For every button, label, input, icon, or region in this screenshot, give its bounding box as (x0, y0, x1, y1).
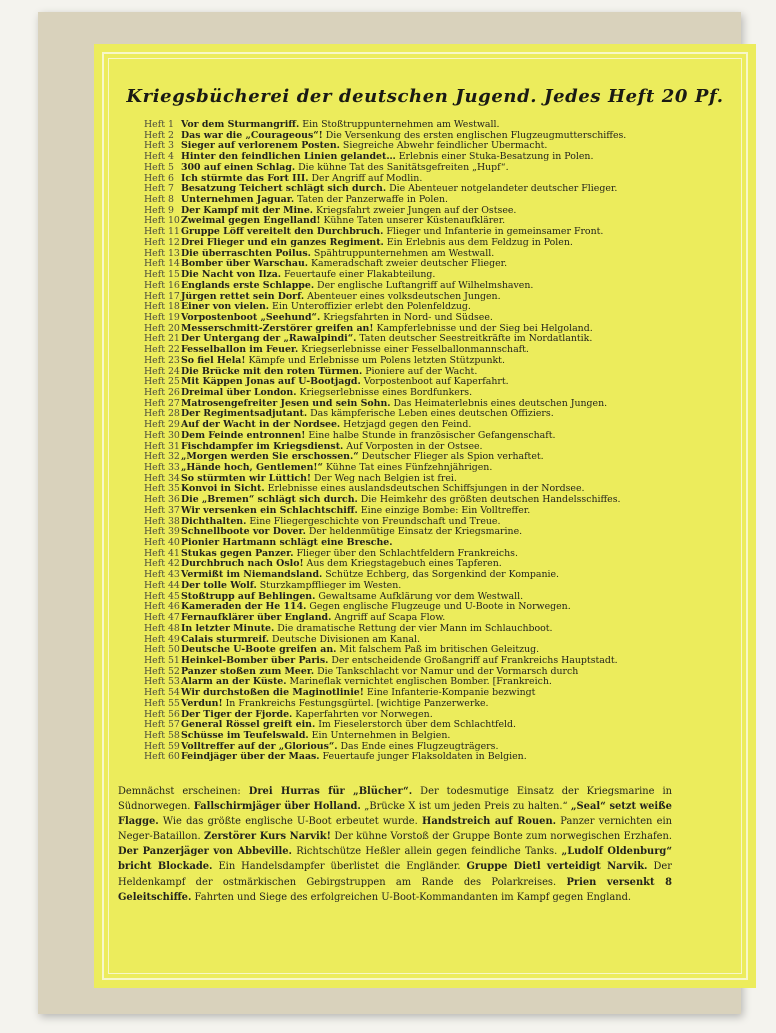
issue-number: Heft 58 (144, 730, 180, 741)
issue-description: Der Weg nach Belgien ist frei. (311, 473, 457, 484)
issue-number: Heft 22 (144, 345, 180, 356)
issue-title: Hinter den feindlichen Linien gelandet… (181, 152, 396, 163)
issue-number: Heft 13 (144, 248, 180, 259)
list-item (144, 409, 724, 420)
issue-number: Heft 4 (144, 152, 174, 163)
issue-description: Eine Infanterie-Kompanie bezwingt (363, 688, 536, 699)
issue-number: Heft 27 (144, 398, 180, 409)
issue-title: Der Untergang der „Rawalpindi“. (181, 334, 357, 345)
issue-description: Aus dem Kriegstagebuch eines Tapferen. (303, 559, 502, 570)
issue-number: Heft 28 (144, 409, 180, 420)
issue-description: Die dramatische Rettung der vier Mann im Schlauchboot. (274, 623, 553, 634)
issue-title: Einer von vielen. (181, 302, 270, 313)
issue-number: Heft 30 (144, 430, 180, 441)
issue-title: Fischdampfer im Kriegsdienst. (181, 441, 344, 452)
issue-description: Eine halbe Stunde in französischer Gefangenschaft. (305, 430, 556, 441)
issue-title: Messerschmitt-Zerstörer greifen an! (181, 323, 374, 334)
list-item (144, 431, 724, 442)
issue-title: Panzer stoßen zum Meer. (181, 666, 315, 677)
list-item (144, 474, 724, 485)
issue-description: Kriegsfahrt zweier Jungen auf der Ostsee. (313, 205, 517, 216)
issue-title: Feindjäger über der Maas. (181, 752, 320, 763)
issue-description: Erlebnisse eines auslandsdeutschen Schiffsjungen in der Nordsee. (264, 484, 585, 495)
issue-description: Angriff auf Scapa Flow. (331, 613, 446, 624)
issue-description: Schütze Echberg, das Sorgenkind der Kompanie. (322, 570, 560, 581)
upcoming-text: Der todesmutige Einsatz der Kriegsmarine in Südnorwegen. (118, 786, 673, 813)
issue-title: Auf der Wacht in der Nordsee. (181, 420, 341, 431)
issue-title: Das war die „Courageous“! (181, 130, 323, 141)
list-item (144, 463, 724, 474)
list-item (144, 131, 724, 142)
issue-description: Mit falschem Paß im britischen Geleitzug. (336, 645, 540, 656)
issue-number: Heft 19 (144, 312, 180, 323)
list-item (144, 377, 724, 388)
list-item (144, 216, 724, 227)
issue-description: Deutscher Flieger als Spion verhaftet. (358, 452, 544, 463)
upcoming-title: Fallschirmjäger über Holland. (193, 801, 361, 813)
issue-number: Heft 14 (144, 259, 180, 270)
issue-description: Kaperfahrten vor Norwegen. (292, 709, 433, 720)
upcoming-text: Wie das größte englische U-Boot erbeutet wurde. (158, 816, 422, 828)
issue-title: Stukas gegen Panzer. (181, 548, 294, 559)
issue-description: Kämpfe und Erlebnisse um Polens letzten Stützpunkt. (245, 355, 505, 366)
issue-number: Heft 52 (144, 666, 180, 677)
issue-number: Heft 12 (144, 237, 180, 248)
upcoming-text: Panzer vernichten ein Neger-Bataillon. (118, 816, 672, 843)
list-item (144, 356, 724, 367)
issue-title: Schnellboote vor Dover. (181, 527, 306, 538)
issue-description: In Frankreichs Festungsgürtel. [wichtige Panzerwerke. (222, 698, 489, 709)
issue-number: Heft 51 (144, 655, 180, 666)
issue-description: Ein Unternehmen in Belgien. (308, 730, 451, 741)
list-item (144, 206, 724, 217)
issue-number: Heft 47 (144, 613, 180, 624)
issue-number: Heft 8 (144, 195, 174, 206)
issue-number: Heft 48 (144, 623, 180, 634)
issue-title: Durchbruch nach Oslo! (181, 559, 304, 570)
upcoming-title: Der Panzerjäger von Abbeville. (118, 846, 292, 858)
issue-title: Konvoi in Sicht. (181, 484, 265, 495)
issue-title: Wir versenken ein Schlachtschiff. (181, 505, 358, 516)
issue-description: Das Ende eines Flugzeugträgers. (337, 741, 499, 752)
issue-number: Heft 60 (144, 752, 180, 763)
issue-title: Kameraden der He 114. (181, 602, 307, 613)
issue-title: Wir durchstoßen die Maginotlinie! (181, 688, 364, 699)
list-item (144, 259, 724, 270)
list-item (144, 334, 724, 345)
issue-number: Heft 35 (144, 484, 180, 495)
issue-number: Heft 39 (144, 527, 180, 538)
issue-description: Im Fieselerstorch über dem Schlachtfeld. (315, 720, 517, 731)
list-item (144, 570, 724, 581)
issue-description: Taten deutscher Seestreitkräfte im Nordatlantik. (356, 334, 593, 345)
issue-description: Taten der Panzerwaffe in Polen. (294, 195, 448, 206)
issue-title: „Hände hoch, Gentlemen!“ (181, 463, 323, 473)
issue-title: Die überraschten Poilus. (181, 248, 311, 259)
issue-number: Heft 17 (144, 291, 180, 302)
upcoming-text: Fahrten und Siege des erfolgreichen U-Boot-Kommandanten im Kampf gegen England. (191, 891, 632, 903)
issue-description: Die kühne Tat des Sanitätsgefreiten „Hupf“. (295, 162, 509, 173)
upcoming-title: Prien versenkt 8 Geleitschiffe. (118, 876, 672, 903)
issue-number: Heft 31 (144, 441, 180, 452)
issue-number: Heft 43 (144, 570, 180, 581)
issue-title: Fesselballon im Feuer. (181, 345, 299, 356)
upcoming-title: Drei Hurras für „Blücher“. (248, 786, 413, 797)
issue-number: Heft 46 (144, 602, 180, 613)
issue-number: Heft 18 (144, 302, 180, 313)
issue-title: Die Brücke mit den roten Türmen. (181, 366, 363, 377)
issue-title: Die „Bremen“ schlägt sich durch. (181, 495, 358, 506)
list-item (144, 367, 724, 378)
issue-description: Der entscheidende Großangriff auf Frankreichs Hauptstadt. (328, 655, 618, 666)
issue-description: Das Heimaterlebnis eines deutschen Jungen. (390, 398, 608, 409)
issue-list (144, 120, 724, 763)
issue-description: Feuertaufe einer Flakabteilung. (281, 270, 436, 281)
issue-number: Heft 21 (144, 334, 180, 345)
issue-description: Kriegserlebnisse eines Bordfunkers. (296, 387, 473, 398)
issue-number: Heft 9 (144, 205, 174, 216)
issue-title: Vor dem Sturmangriff. (181, 120, 300, 130)
list-item (144, 238, 724, 249)
issue-number: Heft 16 (144, 280, 180, 291)
issue-title: Besatzung Teichert schlägt sich durch. (181, 184, 387, 195)
issue-title: So fiel Hela! (181, 355, 246, 366)
issue-description: Kühne Taten unserer Küstenaufklärer. (320, 216, 506, 227)
issue-title: Englands erste Schlappe. (181, 280, 315, 291)
issue-title: Mit Käppen Jonas auf U-Bootjagd. (181, 377, 361, 388)
issue-number: Heft 20 (144, 323, 180, 334)
issue-title: Der Kampf mit der Mine. (181, 205, 314, 216)
list-item (144, 742, 724, 753)
upcoming-text: „Brücke X ist um jeden Preis zu halten.“ (360, 801, 571, 813)
issue-number: Heft 56 (144, 709, 180, 720)
list-item (144, 667, 724, 678)
issue-number: Heft 26 (144, 387, 180, 398)
list-item (144, 645, 724, 656)
issue-number: Heft 3 (144, 141, 174, 152)
list-item (144, 624, 724, 635)
upcoming-text: Der kühne Vorstoß der Gruppe Bonte zum norwegischen Erzhafen. (330, 831, 672, 843)
issue-number: Heft 6 (144, 173, 174, 184)
list-item (144, 506, 724, 517)
issue-description: Kühne Tat eines Fünfzehnjährigen. (322, 463, 493, 473)
upcoming-text: Der Heldenkampf der ostmärkischen Gebirgstruppen am Rande des Polarkreises. (118, 861, 672, 888)
issue-number: Heft 36 (144, 495, 180, 506)
list-item (144, 527, 724, 538)
list-item (144, 270, 724, 281)
issue-title: Sieger auf verlorenem Posten. (181, 141, 340, 152)
issue-description: Hetzjagd gegen den Feind. (340, 420, 472, 431)
upcoming-text: Demnächst erscheinen: (118, 786, 249, 797)
issue-title: Zweimal gegen Engelland! (181, 216, 321, 227)
issue-title: Matrosengefreiter Jesen und sein Sohn. (181, 398, 391, 409)
list-item (144, 399, 724, 410)
list-item (144, 163, 724, 174)
issue-title: Stoßtrupp auf Behlingen. (181, 591, 316, 602)
list-item (144, 602, 724, 613)
issue-title: Fernaufklärer über England. (181, 613, 332, 624)
upcoming-title: Handstreich auf Rouen. (421, 816, 557, 828)
list-item (144, 484, 724, 495)
issue-description: Eine einzige Bombe: Ein Volltreffer. (357, 505, 531, 516)
upcoming-title: „Ludolf Oldenburg“ bricht Blockade. (118, 846, 673, 873)
issue-description: Das kämpferische Leben eines deutschen Offiziers. (307, 409, 554, 420)
issue-title: Gruppe Löff vereitelt den Durchbruch. (181, 227, 384, 238)
issue-title: Schüsse im Teufelswald. (181, 730, 309, 741)
list-item (144, 152, 724, 163)
issue-title: Deutsche U-Boote greifen an. (181, 645, 337, 656)
upcoming-text: Richtschütze Heßler allein gegen feindliche Tanks. (292, 846, 562, 858)
issue-number: Heft 49 (144, 634, 180, 645)
issue-description: Spähtruppunternehmen am Westwall. (310, 248, 495, 259)
issue-description: Kameradschaft zweier deutscher Flieger. (308, 259, 508, 270)
list-item (144, 731, 724, 742)
issue-title: Vorpostenboot „Seehund“. (181, 312, 321, 323)
issue-number: Heft 37 (144, 505, 180, 516)
list-item (144, 710, 724, 721)
issue-title: Heinkel-Bomber über Paris. (181, 655, 329, 666)
list-item (144, 677, 724, 688)
list-item (144, 227, 724, 238)
issue-description: Die Heimkehr des größten deutschen Handelsschiffes. (357, 495, 621, 506)
list-item (144, 345, 724, 356)
issue-title: „Morgen werden Sie erschossen.“ (181, 452, 359, 463)
issue-number: Heft 41 (144, 548, 180, 559)
issue-title: Jürgen rettet sein Dorf. (181, 291, 305, 302)
issue-title: Vermißt im Niemandsland. (181, 570, 323, 581)
issue-number: Heft 33 (144, 463, 180, 473)
list-item (144, 635, 724, 646)
issue-number: Heft 55 (144, 698, 180, 709)
list-item (144, 559, 724, 570)
list-item (144, 656, 724, 667)
issue-number: Heft 44 (144, 580, 180, 591)
issue-number: Heft 40 (144, 538, 180, 549)
list-item (144, 302, 724, 313)
issue-number: Heft 53 (144, 677, 180, 688)
issue-description: Kriegsfahrten in Nord- und Südsee. (320, 312, 493, 323)
issue-description: Sturzkampfflieger im Westen. (256, 580, 402, 591)
issue-number: Heft 7 (144, 184, 174, 195)
issue-title: Der Tiger der Fjorde. (181, 709, 293, 720)
issue-title: Drei Flieger und ein ganzes Regiment. (181, 237, 384, 248)
issue-number: Heft 54 (144, 688, 180, 699)
issue-number: Heft 24 (144, 366, 180, 377)
issue-description: Kampferlebnisse und der Sieg bei Helgoland. (373, 323, 593, 334)
list-item (144, 699, 724, 710)
issue-number: Heft 42 (144, 559, 180, 570)
list-item (144, 538, 724, 549)
issue-description: Vorpostenboot auf Kaperfahrt. (360, 377, 509, 388)
list-item (144, 495, 724, 506)
issue-description: Die Tankschlacht vor Namur und der Vormarsch durch (314, 666, 579, 677)
issue-number: Heft 38 (144, 516, 180, 527)
issue-number: Heft 5 (144, 162, 174, 173)
upcoming-text: Ein Handelsdampfer überlistet die Engländer. (212, 861, 467, 873)
issue-description: Der heldenmütige Einsatz der Kriegsmarine. (305, 527, 523, 538)
issue-number: Heft 45 (144, 591, 180, 602)
issue-number: Heft 10 (144, 216, 180, 227)
list-item (144, 452, 724, 463)
issue-title: Dem Feinde entronnen! (181, 430, 306, 441)
issue-title: Dichthalten. (181, 516, 247, 527)
list-item (144, 249, 724, 260)
list-item (144, 581, 724, 592)
list-item (144, 688, 724, 699)
issue-number: Heft 15 (144, 270, 180, 281)
issue-description: Ein Unteroffizier erlebt den Polenfeldzug. (269, 302, 471, 313)
issue-description: Ein Erlebnis aus dem Feldzug in Polen. (383, 237, 573, 248)
list-item (144, 281, 724, 292)
list-item (144, 752, 724, 763)
issue-title: Unternehmen Jaguar. (181, 195, 295, 206)
list-item (144, 313, 724, 324)
issue-description: Feuertaufe junger Flaksoldaten in Belgien. (319, 752, 527, 763)
issue-description: Siegreiche Abwehr feindlicher Übermacht. (339, 141, 548, 152)
issue-title: Der tolle Wolf. (181, 580, 257, 591)
issue-description: Der englische Luftangriff auf Wilhelmshaven. (314, 280, 534, 291)
list-item (144, 324, 724, 335)
coming-soon-paragraph (118, 784, 672, 905)
list-item (144, 120, 724, 131)
list-item (144, 549, 724, 560)
upcoming-title: „Seal“ setzt weiße Flagge. (118, 801, 672, 828)
list-item (144, 388, 724, 399)
issue-description: Abenteuer eines volksdeutschen Jungen. (304, 291, 501, 302)
list-item (144, 720, 724, 731)
issue-number: Heft 50 (144, 645, 180, 656)
issue-description: Flieger und Infanterie in gemeinsamer Front. (383, 227, 604, 238)
issue-number: Heft 29 (144, 420, 180, 431)
issue-title: Die Nacht von Ilza. (181, 270, 282, 281)
issue-number: Heft 32 (144, 452, 180, 463)
list-item (144, 174, 724, 185)
issue-title: Alarm an der Küste. (181, 677, 287, 688)
page-title: Kriegsbücherei der deutschen Jugend. Jedes Heft 20 Pf. (126, 86, 724, 107)
issue-title: Pionier Hartmann schlägt eine Bresche. (181, 538, 393, 549)
issue-number: Heft 2 (144, 130, 174, 141)
issue-description: Deutsche Divisionen am Kanal. (269, 634, 421, 645)
issue-description: Flieger über den Schlachtfeldern Frankreichs. (293, 548, 518, 559)
issue-description: Auf Vorposten in der Ostsee. (343, 441, 483, 452)
list-item (144, 442, 724, 453)
issue-title: Calais sturmreif. (181, 634, 269, 645)
list-item (144, 195, 724, 206)
issue-description: Der Angriff auf Modlin. (308, 173, 423, 184)
list-item (144, 613, 724, 624)
upcoming-title: Gruppe Dietl verteidigt Narvik. (466, 861, 648, 873)
list-item (144, 420, 724, 431)
issue-description: Kriegserlebnisse einer Fesselballonmannschaft. (298, 345, 529, 356)
issue-number: Heft 59 (144, 741, 180, 752)
list-item (144, 517, 724, 528)
list-item (144, 592, 724, 603)
list-item (144, 292, 724, 303)
list-item (144, 184, 724, 195)
issue-number: Heft 57 (144, 720, 180, 731)
issue-title: General Rössel greift ein. (181, 720, 316, 731)
issue-title: In letzter Minute. (181, 623, 275, 634)
issue-number: Heft 25 (144, 377, 180, 388)
issue-title: Der Regimentsadjutant. (181, 409, 308, 420)
issue-number: Heft 23 (144, 355, 180, 366)
issue-number: Heft 1 (144, 120, 174, 130)
issue-title: Volltreffer auf der „Glorious“. (181, 741, 338, 752)
issue-description: Gegen englische Flugzeuge und U-Boote in Norwegen. (306, 602, 571, 613)
issue-description: Gewaltsame Aufklärung vor dem Westwall. (315, 591, 524, 602)
issue-description: Die Versenkung des ersten englischen Flugzeugmutterschiffes. (322, 130, 627, 141)
issue-title: Dreimal über London. (181, 387, 297, 398)
issue-description: Die Abenteuer notgelandeter deutscher Flieger. (386, 184, 618, 195)
issue-title: So stürmten wir Lüttich! (181, 473, 312, 484)
issue-description: Pioniere auf der Wacht. (362, 366, 478, 377)
issue-description: Eine Fliegergeschichte von Freundschaft und Treue. (246, 516, 501, 527)
issue-number: Heft 34 (144, 473, 180, 484)
issue-description: Ein Stoßtruppunternehmen am Westwall. (299, 120, 500, 130)
issue-title: 300 auf einen Schlag. (181, 162, 296, 173)
upcoming-title: Zerstörer Kurs Narvik! (203, 831, 331, 843)
issue-title: Verdun! (181, 698, 223, 709)
issue-number: Heft 11 (144, 227, 180, 238)
issue-description: Marineflak vernichtet englischen Bomber. [Frankreich. (286, 677, 552, 688)
list-item (144, 141, 724, 152)
issue-title: Bomber über Warschau. (181, 259, 309, 270)
issue-title: Ich stürmte das Fort III. (181, 173, 309, 184)
issue-description: Erlebnis einer Stuka-Besatzung in Polen. (395, 152, 594, 163)
